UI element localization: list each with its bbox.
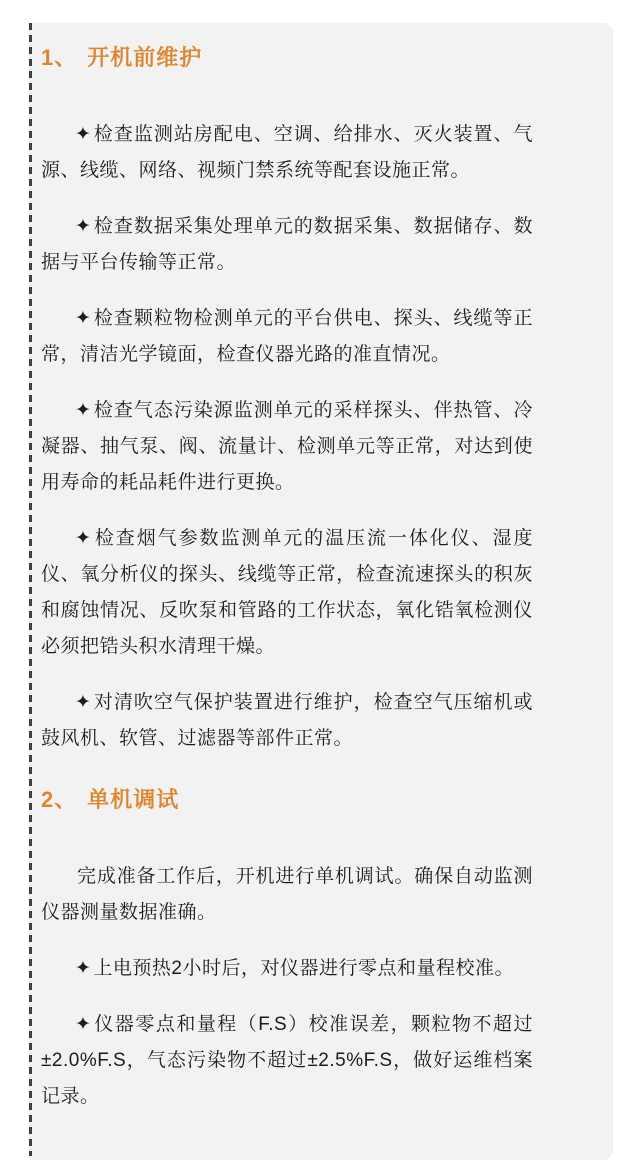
paragraph-text: 对清吹空气保护装置进行维护，检查空气压缩机或鼓风机、软管、过滤器等部件正常。 [41, 692, 533, 749]
paragraph [41, 951, 533, 987]
paragraph-text: 检查气态污染源监测单元的采样探头、伴热管、冷凝器、抽气泵、阀、流量计、检测单元等正常，对达到使用寿命的耗品耗件进行更换。 [41, 400, 533, 493]
diamond-bullet-icon: ✦ [75, 692, 92, 713]
paragraph [41, 301, 533, 373]
paragraph-text: 上电预热2小时后，对仪器进行零点和量程校准。 [93, 958, 514, 979]
diamond-bullet-icon: ✦ [75, 124, 92, 145]
paragraph [41, 859, 533, 931]
section-heading [41, 785, 533, 815]
diamond-bullet-icon: ✦ [75, 528, 92, 549]
paragraph [41, 393, 533, 501]
paragraph-text: 检查数据采集处理单元的数据采集、数据储存、数据与平台传输等正常。 [41, 216, 533, 273]
paragraph [41, 1007, 533, 1115]
paragraph [41, 209, 533, 281]
paragraph [41, 685, 533, 757]
diamond-bullet-icon: ✦ [75, 308, 92, 329]
section-heading [41, 43, 533, 73]
paragraph-text: 检查烟气参数监测单元的温压流一体化仪、湿度仪、氧分析仪的探头、线缆等正常，检查流速探头的积灰和腐蚀情况、反吹泵和管路的工作状态，氧化锆氧检测仪必须把锆头积水清理干燥。 [41, 528, 533, 657]
section-title: 单机调试 [87, 787, 180, 812]
diamond-bullet-icon: ✦ [75, 400, 92, 421]
section-standalone-commissioning [41, 785, 533, 1115]
diamond-bullet-icon: ✦ [75, 1014, 92, 1035]
article-panel [29, 23, 613, 1160]
paragraph [41, 117, 533, 189]
paragraph-text: 仪器零点和量程（F.S）校准误差，颗粒物不超过±2.0%F.S，气态污染物不超过±2.5%F.S，做好运维档案记录。 [41, 1014, 533, 1107]
section-pre-startup-maintenance [41, 43, 533, 757]
section-number: 1、 [41, 45, 78, 70]
section-number: 2、 [41, 787, 78, 812]
diamond-bullet-icon: ✦ [75, 958, 92, 979]
paragraph-text: 检查颗粒物检测单元的平台供电、探头、线缆等正常，清洁光学镜面，检查仪器光路的准直情况。 [41, 308, 533, 365]
paragraph-text: 检查监测站房配电、空调、给排水、灭火装置、气源、线缆、网络、视频门禁系统等配套设施正常。 [41, 124, 533, 181]
paragraph-text: 完成准备工作后，开机进行单机调试。确保自动监测仪器测量数据准确。 [41, 866, 533, 923]
section-title: 开机前维护 [87, 45, 203, 70]
diamond-bullet-icon: ✦ [75, 216, 92, 237]
paragraph [41, 521, 533, 665]
dashed-left-border [29, 23, 32, 1156]
